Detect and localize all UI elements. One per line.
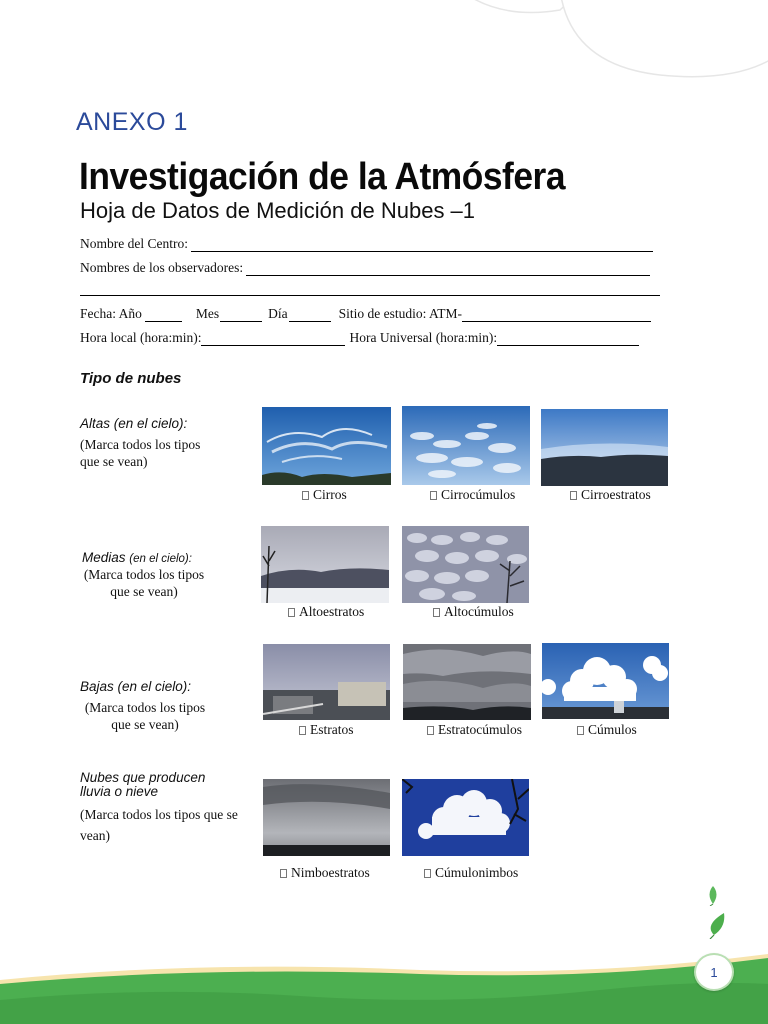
cumulos-label: Cúmulos [588,722,637,737]
cumulonimbos-photo [402,779,529,856]
precip-clouds-label-line1: Nubes que producen [80,770,206,785]
low-clouds-label: Bajas (en el cielo): [80,679,192,694]
nimboestratos-label: Nimboestratos [291,865,370,880]
nimboestratos-photo [263,779,390,856]
cumulonimbos-checkbox[interactable] [424,869,431,878]
altocumulos-label: Altocúmulos [444,604,514,619]
estratos-photo [263,644,390,720]
observers-extra-line[interactable] [80,295,660,296]
month-input-line[interactable] [220,308,262,322]
observers-field [80,260,650,276]
estratocumulos-photo [403,644,531,720]
cumulos-photo [542,643,669,719]
site-input-line[interactable] [462,308,651,322]
precip-clouds-note [80,804,238,846]
mid-clouds-note [80,566,208,600]
center-field [80,236,653,252]
year-input-line[interactable] [145,308,182,322]
day-input-line[interactable] [289,308,331,322]
page-subtitle: Hoja de Datos de Medición de Nubes –1 [80,198,476,223]
altoestratos-option[interactable] [288,604,364,620]
cumulonimbos-option[interactable] [424,865,518,881]
cirroestratos-option[interactable] [570,487,651,503]
altoestratos-checkbox[interactable] [288,608,295,617]
high-clouds-label: Altas (en el cielo): [80,416,188,431]
page-number: 1 [694,953,734,991]
nimboestratos-option[interactable] [280,865,370,881]
decorative-cloud [440,0,768,100]
mid-clouds-label [82,551,192,566]
cirroestratos-photo [541,409,668,486]
altocumulos-option[interactable] [433,604,514,620]
cirros-checkbox[interactable] [302,491,309,500]
cirroestratos-checkbox[interactable] [570,491,577,500]
cirrocumulos-checkbox[interactable] [430,491,437,500]
site-label: Sitio de estudio: ATM- [338,306,463,321]
year-label: Fecha: Año [80,306,142,321]
time-row [80,330,639,346]
universal-time-label: Hora Universal (hora:min): [349,330,498,345]
precip-clouds-label-line2: lluvia o nieve [80,784,159,799]
precip-clouds-note-line2: vean) [80,828,110,843]
cumulos-checkbox[interactable] [577,726,584,735]
mid-clouds-note-line2: que se vean) [110,584,178,599]
mid-clouds-label-main: Medias [82,550,126,565]
cirros-label: Cirros [313,487,347,502]
observers-label: Nombres de los observadores: [80,260,244,275]
altocumulos-photo [402,526,529,603]
high-clouds-note-line2: que se vean) [80,454,148,469]
estratos-option[interactable] [299,722,354,738]
center-label: Nombre del Centro: [80,236,188,251]
cirros-option[interactable] [302,487,347,503]
estratos-checkbox[interactable] [299,726,306,735]
annex-label: ANEXO 1 [76,108,188,136]
cirrocumulos-label: Cirrocúmulos [441,487,516,502]
leaf-icon [706,913,726,939]
month-label: Mes [195,306,220,321]
altocumulos-checkbox[interactable] [433,608,440,617]
mid-clouds-note-line1: (Marca todos los tipos [83,567,205,582]
low-clouds-note [80,699,210,733]
cirrocumulos-photo [402,406,530,485]
page-title: Investigación de la Atmósfera [79,156,566,198]
leaf-icon [706,886,720,906]
day-label: Día [268,306,288,321]
precip-clouds-label [80,771,205,799]
low-clouds-note-line2: que se vean) [111,717,179,732]
altoestratos-photo [261,526,389,603]
high-clouds-note-line1: (Marca todos los tipos [80,437,201,452]
altoestratos-label: Altoestratos [299,604,365,619]
universal-time-input-line[interactable] [497,332,639,346]
estratocumulos-label: Estratocúmulos [438,722,522,737]
cirros-photo [262,407,391,485]
precip-clouds-note-line1: (Marca todos los tipos que se [80,807,238,822]
low-clouds-note-line1: (Marca todos los tipos [84,700,206,715]
center-input-line[interactable] [191,238,653,252]
nimboestratos-checkbox[interactable] [280,869,287,878]
estratocumulos-checkbox[interactable] [427,726,434,735]
mid-clouds-label-paren: (en el cielo): [129,553,192,565]
local-time-label: Hora local (hora:min): [80,330,202,345]
cirroestratos-label: Cirroestratos [581,487,651,502]
local-time-input-line[interactable] [201,332,345,346]
estratos-label: Estratos [310,722,354,737]
section-title: Tipo de nubes [80,370,182,387]
cumulonimbos-label: Cúmulonimbos [435,865,519,880]
date-site-row [80,306,651,322]
footer-band [0,940,768,1024]
high-clouds-note [80,436,200,470]
estratocumulos-option[interactable] [427,722,522,738]
cumulos-option[interactable] [577,722,637,738]
cirrocumulos-option[interactable] [430,487,515,503]
observers-input-line[interactable] [246,262,650,276]
